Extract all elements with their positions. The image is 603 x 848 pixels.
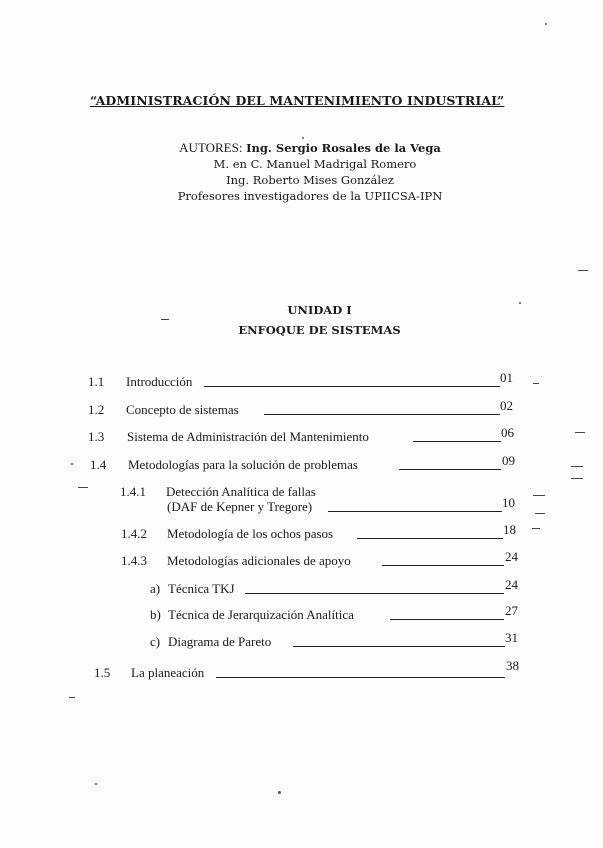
authors-line-1 (100, 140, 520, 156)
scan-artifact (533, 495, 545, 496)
toc-leader (245, 593, 504, 594)
toc-leader (357, 538, 503, 539)
toc-page: 27 (505, 603, 518, 618)
toc-entry (0, 484, 603, 518)
toc-label: Sistema de Administración del Mantenimiento (127, 429, 369, 444)
toc-entry (0, 370, 603, 390)
authors-label: AUTORES: (179, 140, 243, 155)
toc-label: Metodología de los ochos pasos (167, 526, 334, 541)
toc-entry (0, 398, 603, 418)
toc-page: 02 (500, 398, 513, 413)
toc-leader (390, 619, 504, 620)
scan-artifact (545, 23, 547, 25)
scan-artifact (578, 270, 588, 271)
toc-page: 01 (500, 370, 513, 385)
toc-entry (0, 549, 603, 569)
toc-label: Técnica TKJ (168, 581, 235, 596)
toc-leader (216, 677, 505, 678)
scan-artifact (535, 513, 545, 514)
document-title: “ADMINISTRACIÓN DEL MANTENIMIENTO INDUSTRIAL” (90, 93, 505, 108)
scan-artifact (78, 487, 88, 488)
toc-label: Metodologías adicionales de apoyo (167, 553, 351, 568)
toc-page: 09 (502, 453, 515, 468)
toc-page: 24 (505, 577, 518, 592)
toc-leader (204, 386, 500, 387)
scan-artifact (161, 319, 169, 320)
toc-label: Detección Analítica de fallas (166, 484, 316, 499)
toc-entry (0, 453, 603, 473)
toc-number: 1.2 (88, 402, 105, 417)
toc-entry (0, 577, 603, 597)
toc-number: 1.4.1 (120, 484, 146, 499)
toc-leader (399, 469, 501, 470)
toc-entry (0, 630, 603, 650)
scan-artifact (278, 791, 281, 794)
unit-number: UNIDAD I (287, 303, 352, 317)
author-2: M. en C. Manuel Madrigal Romero (213, 157, 417, 171)
toc-page: 38 (506, 658, 519, 673)
author-3: Ing. Roberto Mises González (226, 173, 394, 187)
toc-number: 1.4.2 (121, 526, 147, 541)
toc-leader (413, 441, 501, 442)
toc-label: Metodologías para la solución de problemas (128, 457, 358, 472)
scan-artifact (519, 302, 521, 304)
toc-page: 18 (503, 522, 516, 537)
toc-leader (293, 646, 505, 647)
toc-number: 1.5 (94, 665, 111, 680)
toc-label: Diagrama de Pareto (168, 634, 272, 649)
toc-label: La planeación (131, 665, 205, 680)
toc-label: Introducción (126, 374, 193, 389)
author-affiliation: Profesores investigadores de la UPIICSA-IPN (177, 189, 443, 203)
toc-page: 24 (505, 549, 518, 564)
scan-artifact (71, 463, 73, 465)
scan-artifact (302, 137, 304, 139)
toc-entry (0, 603, 603, 623)
toc-number: b) (150, 607, 161, 622)
toc-page: 31 (505, 630, 518, 645)
scan-artifact (533, 383, 539, 384)
toc-number: 1.4 (90, 457, 107, 472)
toc-page: 06 (501, 425, 514, 440)
author-1: Ing. Sergio Rosales de la Vega (246, 141, 441, 155)
scan-artifact (571, 478, 583, 479)
toc-label-continuation: (DAF de Kepner y Tregore) (167, 499, 313, 514)
toc-leader (328, 511, 502, 512)
toc-leader (264, 414, 500, 415)
toc-number: 1.4.3 (121, 553, 147, 568)
scan-artifact (69, 697, 75, 698)
toc-page: 10 (502, 495, 515, 510)
toc-label: Concepto de sistemas (126, 402, 239, 417)
scan-artifact (95, 783, 97, 785)
scan-artifact (575, 432, 585, 433)
toc-number: 1.3 (88, 429, 105, 444)
toc-label: Técnica de Jerarquización Analítica (168, 607, 354, 622)
toc-number: 1.1 (88, 374, 105, 389)
toc-entry (0, 425, 603, 445)
toc-leader (382, 565, 504, 566)
toc-entry (0, 658, 603, 681)
toc-entry (0, 522, 603, 542)
toc-number: a) (150, 581, 161, 596)
scan-artifact (532, 528, 540, 529)
scan-artifact (571, 466, 583, 467)
unit-name: ENFOQUE DE SISTEMAS (238, 323, 401, 337)
toc-number: c) (150, 634, 161, 649)
